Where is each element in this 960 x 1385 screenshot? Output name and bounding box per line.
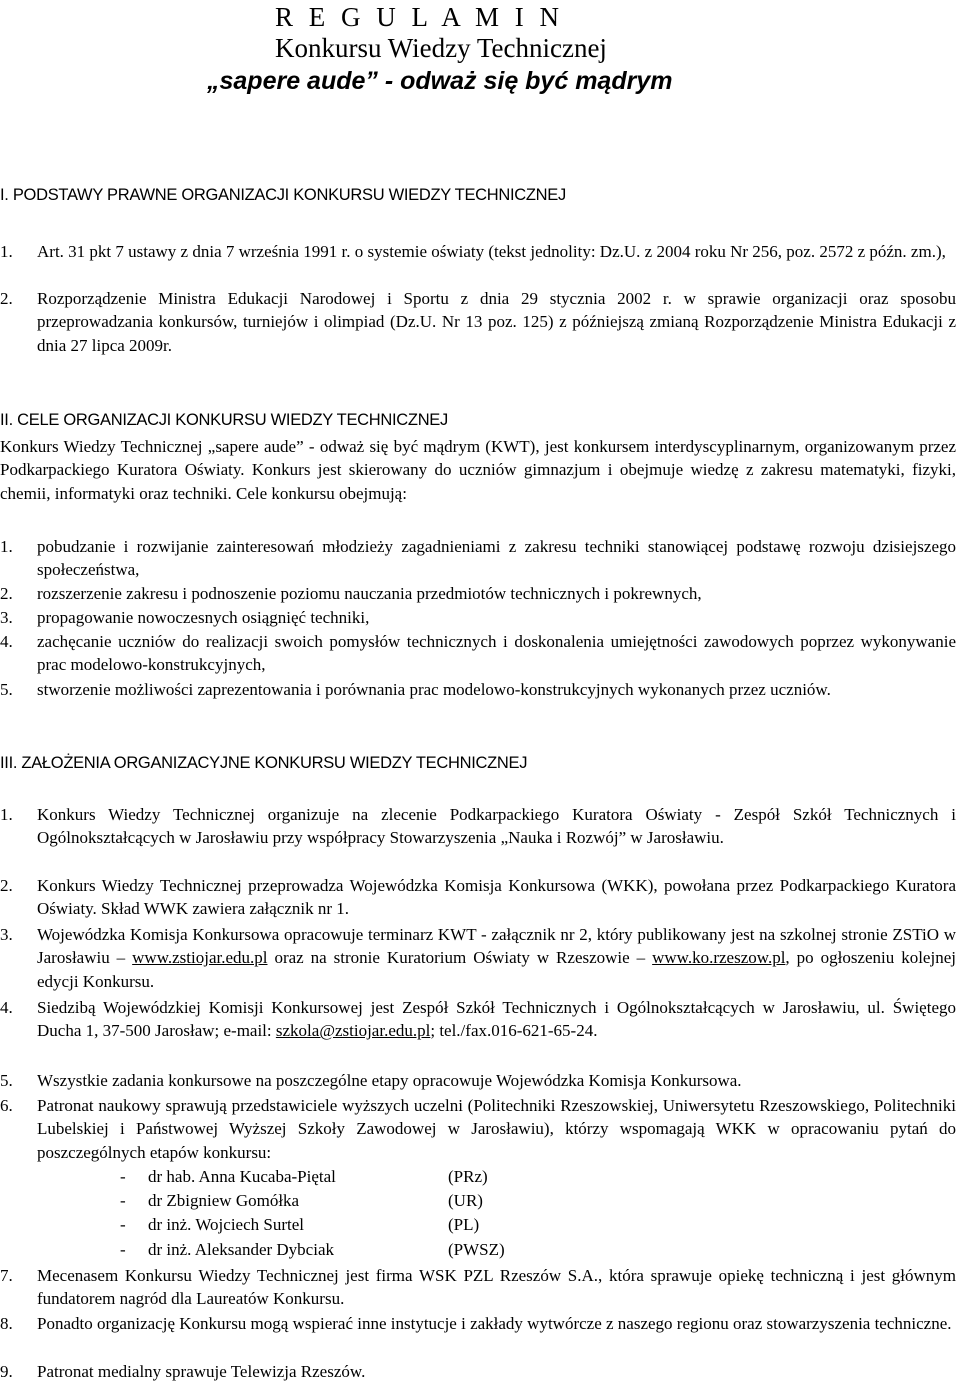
item-text: Wszystkie zadania konkursowe na poszczególne etapy opracowuje Wojewódzka Komisja Konkursowa. [37, 1071, 742, 1090]
document-motto: „sapere aude” - odważ się być mądrym [207, 67, 673, 95]
section-3-item-7 [0, 1264, 956, 1311]
item-text [37, 923, 956, 993]
item-text: stworzenie możliwości zaprezentowania i porównania prac modelowo-konstrukcyjnych wykonanych przez uczniów. [37, 680, 831, 699]
item-number: 1. [0, 805, 13, 824]
item-text-part: , po ogłoszeniu kolejnej edycji Konkursu. [37, 948, 956, 991]
item-text-part: Siedzibą Wojewódzkiej Komisji Konkursowej jest Zespół Szkół Technicznych i Ogólnokształcących w Jarosławiu, ul. Świętego Ducha 1, 37-500 Jarosław; e-mail: [37, 998, 956, 1041]
item-number: 3. [0, 925, 13, 944]
person-university: (UR) [448, 1191, 483, 1210]
person-name: dr inż. Wojciech Surtel [148, 1215, 304, 1234]
item-text: Patronat naukowy sprawują przedstawiciele wyższych uczelni (Politechniki Rzeszowskiej, Uniwersytetu Rzeszowskiego, Politechniki Lubelskiej i Państwowej Wyższej Szkoły Zawodowej w Jarosławiu), którzy wspomagają WKK w opracowaniu pytań do poszczególnych etapów konkursu: [37, 1096, 956, 1162]
item-text: Rozporządzenie Ministra Edukacji Narodowej i Sportu z dnia 29 stycznia 2002 r. w sprawie organizacji oraz sposobu przeprowadzania konkursów, turniejów i olimpiad (Dz.U. Nr 13 poz. 125) z późniejszą zmianą Rozporządzenie Ministra Edukacji z dnia 27 lipca 2009r. [37, 289, 956, 355]
item-number: 5. [0, 1071, 13, 1090]
list-dash: - [120, 1215, 126, 1234]
item-number: 2. [0, 584, 13, 603]
item-number: 4. [0, 632, 13, 651]
section-3-item-3 [0, 923, 956, 993]
item-number: 8. [0, 1314, 13, 1333]
document-title: R E G U L A M I N [275, 2, 564, 32]
item-text: rozszerzenie zakresu i podnoszenie poziomu nauczania przedmiotów technicznych i pokrewnych, [37, 584, 702, 603]
list-dash: - [120, 1191, 126, 1210]
person-university: (PL) [448, 1215, 480, 1234]
document-subtitle: Konkursu Wiedzy Technicznej [275, 33, 607, 63]
section-2-item-5 [0, 678, 956, 701]
item-number: 3. [0, 608, 13, 627]
item-number: 9. [0, 1362, 13, 1381]
section-1-heading: I. PODSTAWY PRAWNE ORGANIZACJI KONKURSU WIEDZY TECHNICZNEJ [0, 186, 566, 204]
section-2-item-3 [0, 606, 956, 629]
list-dash: - [120, 1240, 126, 1259]
item-number: 6. [0, 1096, 13, 1115]
section-1-item-2 [0, 287, 956, 357]
section-3-item-2 [0, 874, 956, 921]
item-text: zachęcanie uczniów do realizacji swoich pomysłów technicznych i doskonalenia umiejętności zawodowych poprzez wykonywanie prac modelowo-konstrukcyjnych, [37, 632, 956, 675]
item-text: Patronat medialny sprawuje Telewizja Rzeszów. [37, 1362, 366, 1381]
section-3-item-1 [0, 803, 956, 850]
item-text: Konkurs Wiedzy Technicznej przeprowadza Wojewódzka Komisja Konkursowa (WKK), powołana przez Podkarpackiego Kuratora Oświaty. Skład WWK zawiera załącznik nr 1. [37, 876, 956, 919]
item-number: 2. [0, 289, 13, 308]
email-link[interactable]: szkola@zstiojar.edu.pl [275, 1021, 431, 1041]
item-text-part: Wojewódzka Komisja Konkursowa opracowuje terminarz KWT - załącznik nr 2, który publikowany jest na szkolnej stronie ZSTiO w Jarosławiu – [37, 925, 956, 968]
section-2-item-1 [0, 535, 956, 582]
item-text: pobudzanie i rozwijanie zainteresowań młodzieży zagadnieniami z zakresu techniki stanowiącej podstawę rozwoju dzisiejszego społeczeństwa, [37, 537, 956, 580]
item-text: Mecenasem Konkursu Wiedzy Technicznej jest firma WSK PZL Rzeszów S.A., która sprawuje opiekę techniczną i jest głównym fundatorem nagród dla Laureatów Konkursu. [37, 1266, 956, 1309]
section-3-item-9 [0, 1360, 956, 1383]
item-text: Konkurs Wiedzy Technicznej organizuje na zlecenie Podkarpackiego Kuratora Oświaty - Zespół Szkół Technicznych i Ogólnokształcących w Jarosławiu przy współpracy Stowarzyszenia „Nauka i Rozwój” w Jarosławiu. [37, 805, 956, 848]
item-text-part: ; tel./fax.016-621-65-24. [430, 1021, 598, 1041]
person-university: (PWSZ) [448, 1240, 505, 1259]
section-2-item-4 [0, 630, 956, 677]
section-3-item-5 [0, 1069, 956, 1092]
section-2-intro: Konkurs Wiedzy Technicznej „sapere aude” - odważ się być mądrym (KWT), jest konkursem interdyscyplinarnym, organizowanym przez Podkarpackiego Kuratora Oświaty. Konkurs jest skierowany do uczniów gimnazjum i obejmuje wiedzę z zakresu matematyki, fizyki, chemii, informatyki oraz techniki. Cele konkursu obejmują: [0, 437, 956, 503]
item-text: Ponadto organizację Konkursu mogą wspierać inne instytucje i zakłady wytwórcze z naszego regionu oraz stowarzyszenia techniczne. [37, 1314, 952, 1333]
person-university: (PRz) [448, 1167, 488, 1186]
zstiojar-website-link[interactable]: www.zstiojar.edu.pl [132, 948, 268, 968]
person-name: dr Zbigniew Gomółka [148, 1191, 300, 1210]
item-number: 2. [0, 876, 13, 895]
item-number: 7. [0, 1266, 13, 1285]
list-dash: - [120, 1167, 126, 1186]
section-3-heading: III. ZAŁOŻENIA ORGANIZACYJNE KONKURSU WIEDZY TECHNICZNEJ [0, 754, 528, 772]
item-number: 1. [0, 537, 13, 556]
title-block [207, 2, 795, 98]
item-number: 5. [0, 680, 13, 699]
item-number: 4. [0, 998, 13, 1017]
item-text: propagowanie nowoczesnych osiągnięć techniki, [37, 608, 370, 627]
section-3-item-6 [0, 1094, 956, 1164]
section-2-heading: II. CELE ORGANIZACJI KONKURSU WIEDZY TECHNICZNEJ [0, 411, 448, 429]
section-2-item-2 [0, 582, 956, 605]
item-text: Art. 31 pkt 7 ustawy z dnia 7 września 1991 r. o systemie oświaty (tekst jednolity: Dz.U. z 2004 roku Nr 256, poz. 2572 z późn. zm.), [37, 242, 946, 261]
person-name: dr inż. Aleksander Dybciak [148, 1240, 334, 1259]
person-name: dr hab. Anna Kucaba-Piętal [148, 1167, 336, 1186]
item-text [37, 996, 956, 1043]
section-3-item-8 [0, 1312, 956, 1335]
section-1-item-1 [0, 240, 956, 263]
kuratorium-website-link[interactable]: www.ko.rzeszow.pl [652, 948, 786, 968]
item-text-part: oraz na stronie Kuratorium Oświaty w Rzeszowie – [267, 948, 653, 968]
section-3-item-4 [0, 996, 956, 1043]
item-number: 1. [0, 242, 13, 261]
